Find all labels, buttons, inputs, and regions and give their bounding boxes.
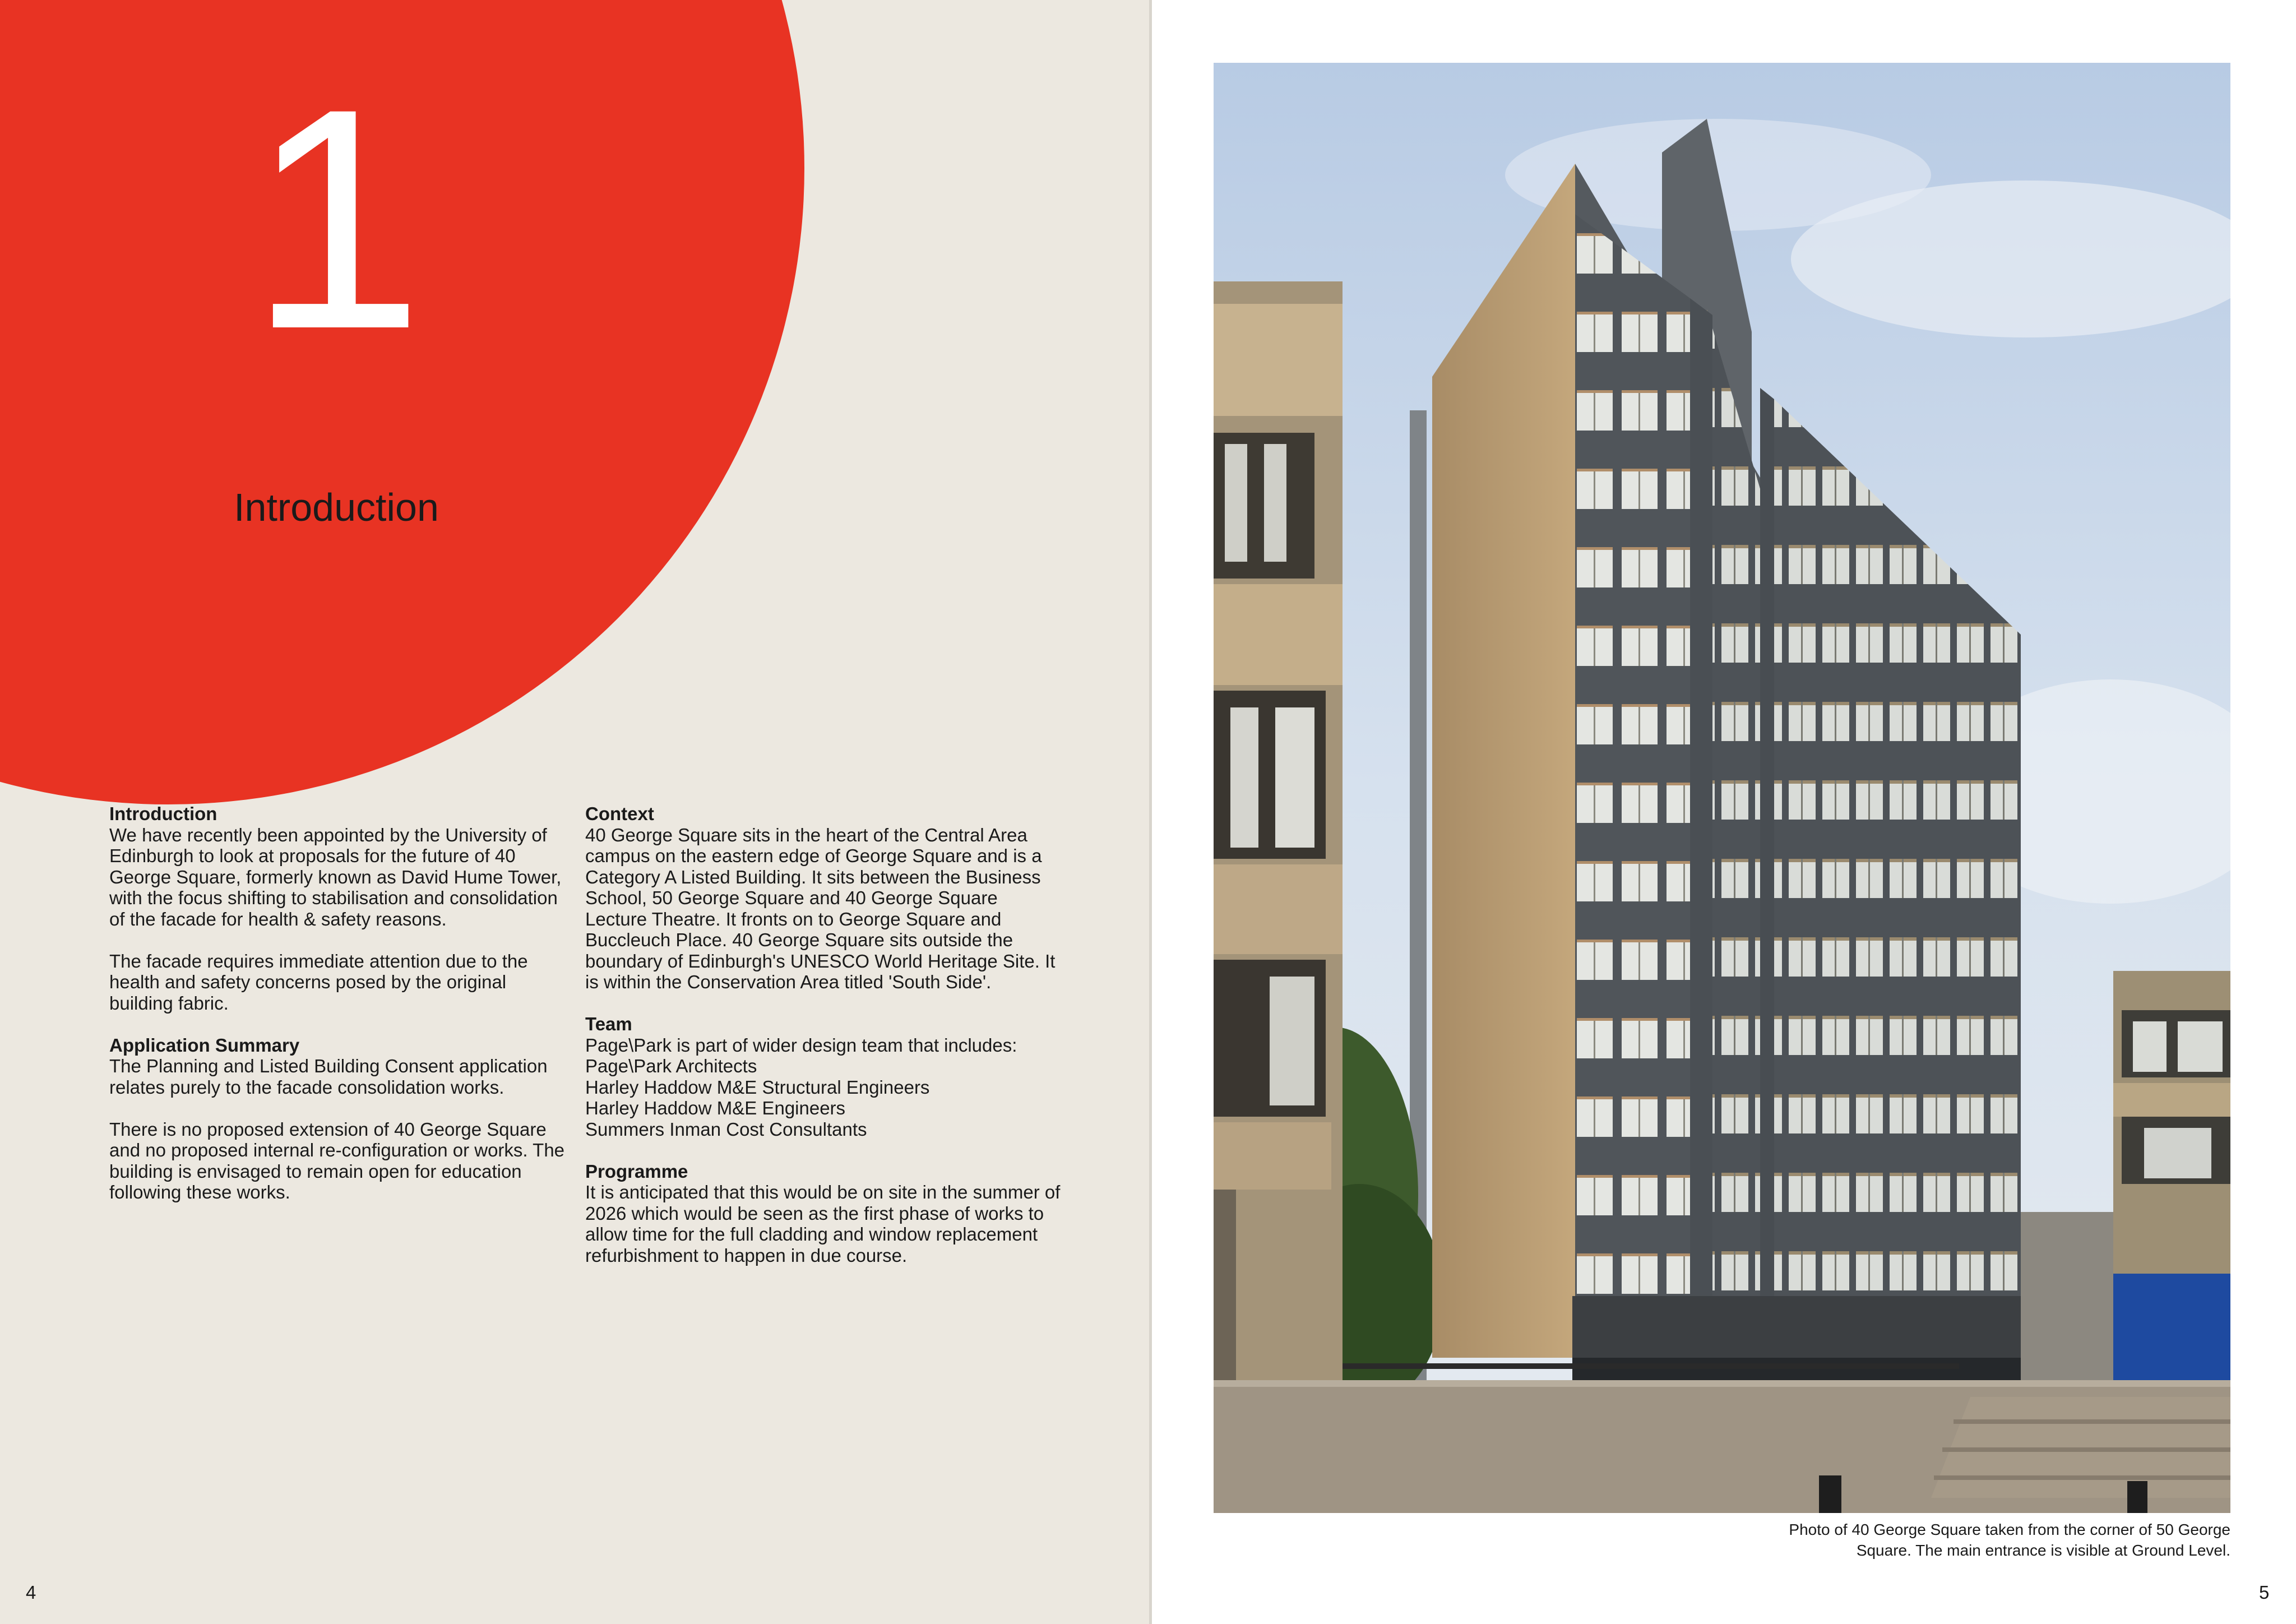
text-column-1: [109, 803, 575, 1224]
application-summary-heading: Application Summary: [109, 1034, 300, 1056]
context-heading: Context: [585, 803, 654, 824]
team-member: Harley Haddow M&E Engineers: [585, 1098, 846, 1118]
caption-line-1: Photo of 40 George Square taken from the corner of 50 George: [1789, 1521, 2230, 1538]
photo-caption: [1726, 1519, 2230, 1561]
building-photo: [1214, 63, 2230, 1513]
team-member: Harley Haddow M&E Structural Engineers: [585, 1076, 930, 1098]
caption-line-2: Square. The main entrance is visible at Ground Level.: [1856, 1542, 2230, 1559]
team-intro: Page\Park is part of wider design team that includes:: [585, 1034, 1017, 1056]
page-number-right: 5: [2259, 1582, 2270, 1603]
chapter-number: 1: [249, 43, 424, 394]
intro-paragraph-2: The facade requires immediate attention due to the health and safety concerns posed by the original building fabric.: [109, 950, 528, 1014]
intro-heading: Introduction: [109, 803, 217, 824]
chapter-title: Introduction: [234, 485, 439, 529]
team-member: Summers Inman Cost Consultants: [585, 1118, 867, 1140]
programme-heading: Programme: [585, 1160, 688, 1182]
programme-paragraph: It is anticipated that this would be on site in the summer of 2026 which would be seen as the first phase of works to allow time for the full cladding and window replacement refurbishment to happen in due course.: [585, 1182, 1061, 1266]
context-paragraph: 40 George Square sits in the heart of the Central Area campus on the eastern edge of George Square and is a Category A Listed Building. It sits between the Business School, 50 George Square and 40 George Square Lecture Theatre. It fronts on to George Square and Buccleuch Place. 40 George Square sits outside the boundary of Edinburgh's UNESCO World Heritage Site. It is within the Conservation Area titled 'South Side'.: [585, 824, 1056, 992]
team-heading: Team: [585, 1014, 632, 1034]
page-number-left: 4: [26, 1582, 36, 1603]
team-member: Page\Park Architects: [585, 1056, 757, 1076]
text-column-2: [585, 803, 1062, 1287]
intro-paragraph-1: We have recently been appointed by the University of Edinburgh to look at proposals for the future of 40 George Square, formerly known as David Hume Tower, with the focus shifting to stabilisation and consolidation of the facade for health & safety reasons.: [109, 824, 562, 929]
team-list: [585, 1035, 1062, 1140]
summary-paragraph-2: There is no proposed extension of 40 George Square and no proposed internal re-configuration or works. The building is envisaged to remain open for education following these works.: [109, 1118, 565, 1202]
summary-paragraph-1: The Planning and Listed Building Consent application relates purely to the facade consolidation works.: [109, 1056, 548, 1098]
